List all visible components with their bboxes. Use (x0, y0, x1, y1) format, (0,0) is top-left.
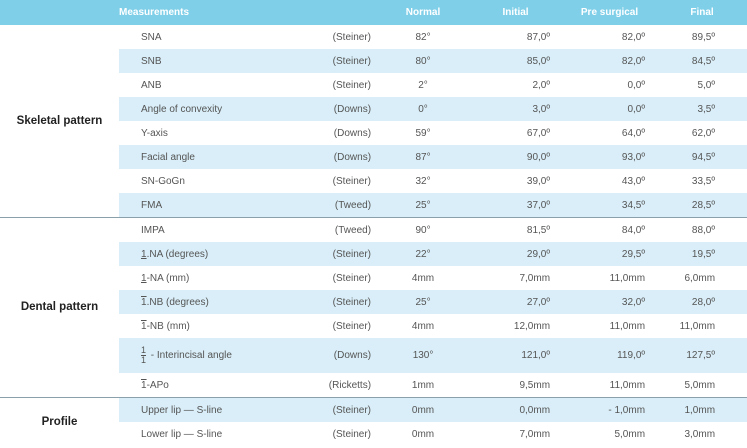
value-normal: 4mm (411, 272, 435, 284)
value-initial: 2,0º (532, 79, 551, 91)
value-normal: 4mm (411, 320, 435, 332)
measure-author: (Tweed) (317, 218, 377, 243)
value-initial: 87,0º (526, 31, 551, 43)
value-final: 28,5º (657, 193, 747, 218)
value-normal: 0° (377, 97, 469, 121)
header-initial: Initial (469, 0, 562, 25)
value-normal: 87° (377, 145, 469, 169)
header-pre-surgical: Pre surgical (562, 0, 657, 25)
value-normal: 25° (377, 193, 469, 218)
measure-name: ANB (141, 79, 162, 91)
measure-name: IMPA (119, 218, 317, 243)
measure-label: .NB (degrees) (146, 296, 209, 308)
value-pre-surgical: 11,0mm (609, 379, 646, 391)
value-final: 3,0mm (684, 428, 716, 440)
value-final: 5,0º (697, 79, 716, 91)
value-initial: 81,5º (469, 218, 562, 243)
table-row (0, 398, 747, 423)
measure-author: (Steiner) (332, 175, 372, 187)
value-pre-surgical: 0,0º (562, 97, 657, 121)
value-final: 1,0mm (657, 398, 747, 423)
measure-author: (Steiner) (332, 272, 372, 284)
measure-author: (Steiner) (317, 242, 377, 266)
value-final: 88,0º (657, 218, 747, 243)
value-final: 3,5º (657, 97, 747, 121)
value-pre-surgical: 64,0º (621, 127, 646, 139)
group-profile: Profile (0, 398, 119, 447)
value-normal: 80° (377, 49, 469, 73)
upper-incisor-symbol: 1 (141, 272, 147, 284)
value-initial: 7,0mm (519, 272, 551, 284)
value-initial: 90,0º (469, 145, 562, 169)
value-pre-surgical: 11,0mm (609, 320, 646, 332)
value-normal: 59° (415, 127, 431, 139)
measure-author: (Steiner) (317, 398, 377, 423)
measure-name (119, 242, 317, 266)
measure-author: (Steiner) (317, 49, 377, 73)
value-normal: 0mm (411, 428, 435, 440)
value-normal: 2° (418, 79, 428, 91)
group-skeletal: Skeletal pattern (0, 25, 119, 218)
value-initial: 29,0º (469, 242, 562, 266)
measure-author: (Steiner) (317, 290, 377, 314)
header-final: Final (657, 0, 747, 25)
measure-author: (Downs) (317, 338, 377, 373)
value-initial: 121,0º (469, 338, 562, 373)
value-pre-surgical: 43,0º (621, 175, 646, 187)
value-final: 19,5º (657, 242, 747, 266)
value-normal: 32° (415, 175, 431, 187)
value-pre-surgical: 32,0º (562, 290, 657, 314)
value-initial: 37,0º (469, 193, 562, 218)
lower-incisor-symbol: 1 (141, 379, 147, 391)
value-normal: 25° (377, 290, 469, 314)
measure-label: - Interincisal angle (148, 350, 232, 362)
value-pre-surgical: 5,0mm (614, 428, 646, 440)
header-normal: Normal (377, 0, 469, 25)
value-final: 62,0º (691, 127, 716, 139)
value-normal: 1mm (411, 379, 435, 391)
value-initial: 67,0º (526, 127, 551, 139)
measure-author: (Downs) (317, 97, 377, 121)
value-pre-surgical: 0,0º (627, 79, 646, 91)
value-pre-surgical: - 1,0mm (562, 398, 657, 423)
measure-name (119, 266, 317, 290)
measure-author: (Steiner) (332, 79, 372, 91)
interincisal-symbol: $\frac{1}{1}$ (141, 345, 147, 365)
value-pre-surgical: 82,0º (621, 31, 646, 43)
header-measurements: Measurements (0, 0, 377, 25)
measure-author: (Steiner) (332, 428, 372, 440)
lower-incisor-symbol: 1 (141, 320, 147, 332)
value-final: 84,5º (657, 49, 747, 73)
value-initial: 0,0mm (469, 398, 562, 423)
value-pre-surgical: 84,0º (562, 218, 657, 243)
value-normal: 0mm (377, 398, 469, 423)
measure-name: Facial angle (119, 145, 317, 169)
measure-name: FMA (119, 193, 317, 218)
measure-name: SNA (141, 31, 162, 43)
value-final: 28,0º (657, 290, 747, 314)
value-pre-surgical: 119,0º (562, 338, 657, 373)
measure-author: (Downs) (333, 127, 372, 139)
lower-incisor-symbol: 1 (141, 296, 147, 308)
measure-name: Angle of convexity (119, 97, 317, 121)
measure-author: (Ricketts) (328, 379, 372, 391)
measure-author: (Steiner) (332, 31, 372, 43)
measure-name: Y-axis (141, 127, 168, 139)
table-row (0, 218, 747, 243)
value-final: 11,0mm (679, 320, 716, 332)
value-pre-surgical: 93,0º (562, 145, 657, 169)
value-initial: 9,5mm (519, 379, 551, 391)
measure-name (119, 290, 317, 314)
value-final: 5,0mm (684, 379, 716, 391)
table-row (0, 25, 747, 49)
value-normal: 90° (377, 218, 469, 243)
value-pre-surgical: 29,5º (562, 242, 657, 266)
value-final: 127,5º (657, 338, 747, 373)
value-initial: 3,0º (469, 97, 562, 121)
header-row (0, 0, 747, 25)
measure-name: SNB (119, 49, 317, 73)
value-pre-surgical: 34,5º (562, 193, 657, 218)
upper-incisor-symbol: 1 (141, 248, 147, 260)
value-normal: 82° (415, 31, 431, 43)
value-initial: 27,0º (469, 290, 562, 314)
measure-author: (Downs) (317, 145, 377, 169)
value-normal: 130° (377, 338, 469, 373)
measure-name: SN-GoGn (141, 175, 185, 187)
value-initial: 39,0º (526, 175, 551, 187)
value-initial: 85,0º (469, 49, 562, 73)
measure-name (119, 338, 317, 373)
value-normal: 22° (377, 242, 469, 266)
value-pre-surgical: 82,0º (562, 49, 657, 73)
measure-name (119, 373, 317, 398)
group-dental: Dental pattern (0, 218, 119, 398)
value-final: 89,5º (691, 31, 716, 43)
measure-name: Upper lip — S-line (119, 398, 317, 423)
value-final: 94,5º (657, 145, 747, 169)
measure-author: (Tweed) (317, 193, 377, 218)
value-final: 6,0mm (684, 272, 716, 284)
value-initial: 12,0mm (513, 320, 551, 332)
measure-label: .NA (degrees) (146, 248, 209, 260)
measure-label: -APo (146, 379, 169, 391)
measure-name: Lower lip — S-line (141, 428, 223, 440)
value-final: 33,5º (691, 175, 716, 187)
measure-author: (Steiner) (332, 320, 372, 332)
value-pre-surgical: 11,0mm (609, 272, 646, 284)
measure-label: -NA (mm) (146, 272, 190, 284)
measure-name (119, 314, 317, 338)
measure-label: -NB (mm) (146, 320, 190, 332)
value-initial: 7,0mm (519, 428, 551, 440)
